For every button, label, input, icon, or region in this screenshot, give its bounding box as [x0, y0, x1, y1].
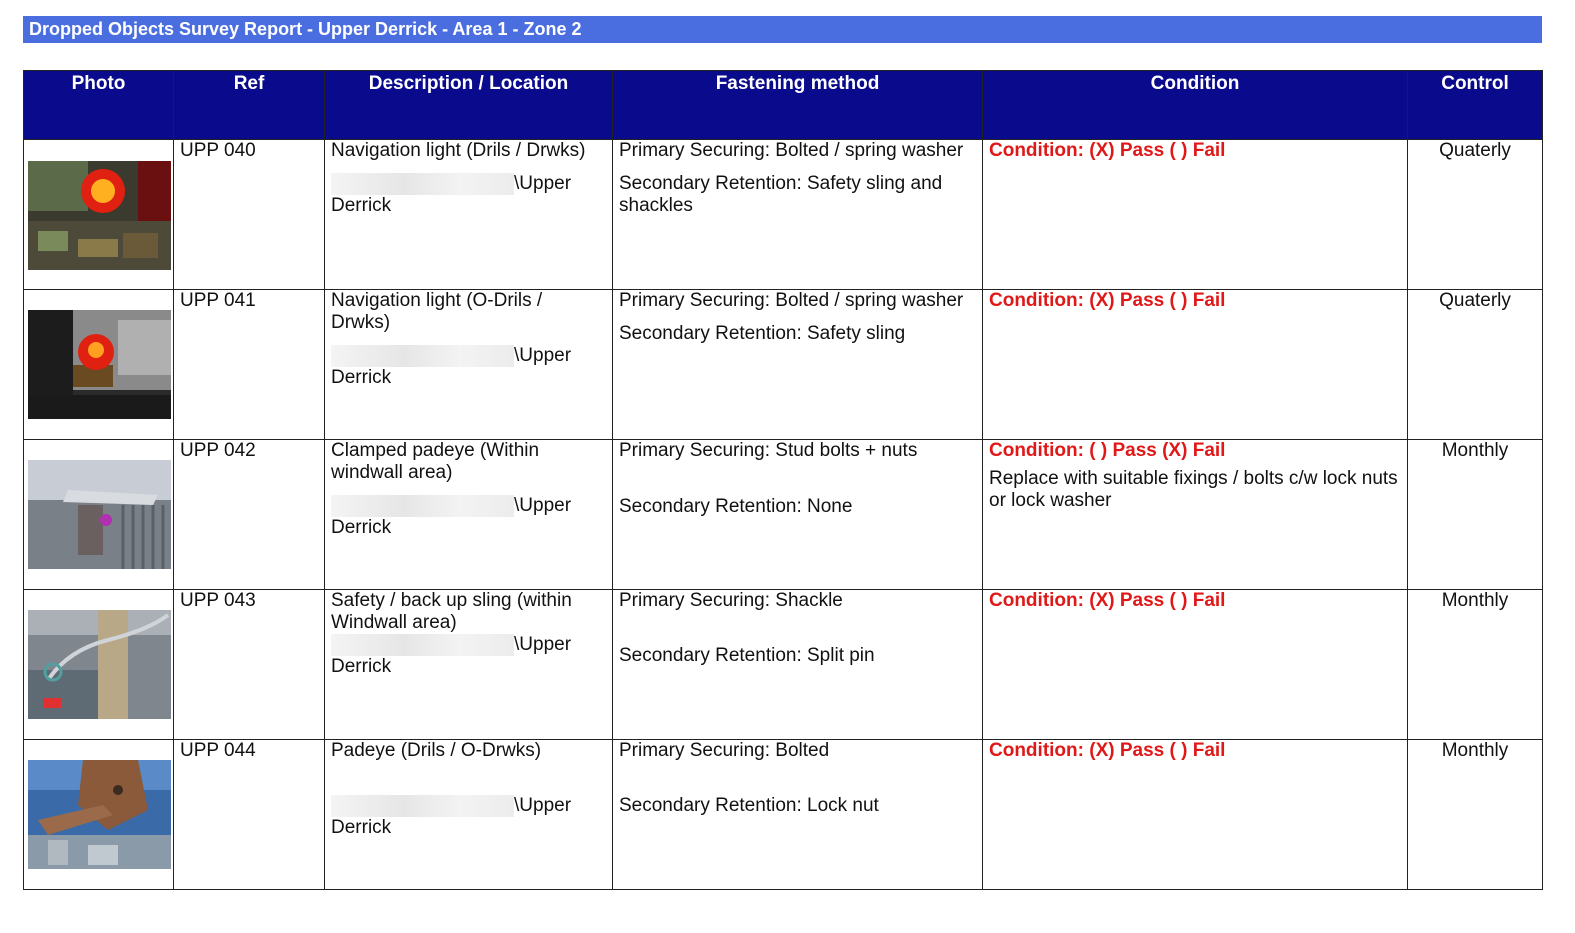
description-text: Navigation light (O-Drils / Drwks): [331, 290, 543, 333]
secondary-retention: Secondary Retention: Split pin: [619, 645, 875, 666]
description-text: Padeye (Drils / O-Drwks): [331, 740, 542, 761]
description-cell: [325, 440, 613, 590]
condition-cell: [983, 590, 1408, 740]
primary-securing: Primary Securing: Bolted: [619, 740, 830, 761]
location-line: [331, 495, 606, 517]
control-cell: Quaterly: [1408, 140, 1543, 290]
column-header-control: Control: [1408, 71, 1543, 140]
description-cell: [325, 140, 613, 290]
location-line: [331, 345, 606, 367]
condition-status: Condition: (X) Pass ( ) Fail: [989, 740, 1226, 761]
redacted-block: [331, 345, 514, 367]
fastening-cell: [613, 740, 983, 890]
secondary-retention: Secondary Retention: Safety sling: [619, 323, 906, 344]
column-header-condition: Condition: [983, 71, 1408, 140]
photo-cell: [24, 440, 174, 590]
primary-securing: Primary Securing: Bolted / spring washer: [619, 290, 964, 311]
ref-cell: UPP 041: [174, 290, 325, 440]
location-line2: Derrick: [331, 656, 392, 678]
condition-cell: [983, 290, 1408, 440]
control-cell: Quaterly: [1408, 290, 1543, 440]
fastening-cell: [613, 290, 983, 440]
control-cell: Monthly: [1408, 590, 1543, 740]
control-cell: Monthly: [1408, 740, 1543, 890]
redacted-block: [331, 495, 514, 517]
location-suffix: \Upper: [514, 173, 572, 195]
column-header-description: Description / Location: [325, 71, 613, 140]
location-line: [331, 173, 606, 195]
condition-status: Condition: (X) Pass ( ) Fail: [989, 290, 1226, 311]
secondary-retention: Secondary Retention: None: [619, 496, 853, 517]
description-text: Clamped padeye (Within windwall area): [331, 440, 540, 483]
condition-cell: [983, 440, 1408, 590]
fastening-cell: [613, 140, 983, 290]
location-suffix: \Upper: [514, 795, 572, 817]
location-line2: Derrick: [331, 367, 392, 389]
secondary-retention: Secondary Retention: Safety sling and shackles: [619, 173, 943, 216]
location-line: [331, 795, 606, 817]
photo-cell: [24, 140, 174, 290]
secondary-retention: Secondary Retention: Lock nut: [619, 795, 879, 816]
padeye-photo: [28, 760, 171, 869]
photo-cell: [24, 290, 174, 440]
ref-cell: UPP 044: [174, 740, 325, 890]
ref-cell: UPP 040: [174, 140, 325, 290]
padeye-photo: [28, 460, 171, 569]
photo-cell: [24, 590, 174, 740]
location-suffix: \Upper: [514, 495, 572, 517]
condition-status: Condition: (X) Pass ( ) Fail: [989, 140, 1226, 161]
primary-securing: Primary Securing: Bolted / spring washer: [619, 140, 964, 161]
redacted-block: [331, 634, 514, 656]
description-cell: [325, 590, 613, 740]
ref-cell: UPP 043: [174, 590, 325, 740]
description-cell: [325, 740, 613, 890]
table-header-row: [24, 71, 1543, 140]
nav-light-photo: [28, 161, 171, 270]
condition-status: Condition: (X) Pass ( ) Fail: [989, 590, 1226, 611]
description-text: Safety / back up sling (within Windwall area): [331, 590, 572, 633]
column-header-photo: Photo: [24, 71, 174, 140]
photo-cell: [24, 740, 174, 890]
report-title: Dropped Objects Survey Report - Upper Derrick - Area 1 - Zone 2: [23, 16, 1542, 43]
redacted-block: [331, 795, 514, 817]
control-cell: Monthly: [1408, 440, 1543, 590]
condition-note: Replace with suitable fixings / bolts c/w lock nuts or lock washer: [989, 468, 1398, 511]
location-line2: Derrick: [331, 817, 392, 839]
description-cell: [325, 290, 613, 440]
location-line2: Derrick: [331, 195, 392, 217]
primary-securing: Primary Securing: Shackle: [619, 590, 843, 611]
redacted-block: [331, 173, 514, 195]
fastening-cell: [613, 590, 983, 740]
ref-cell: UPP 042: [174, 440, 325, 590]
location-line: [331, 634, 606, 656]
table-row: [24, 140, 1543, 290]
column-header-fastening: Fastening method: [613, 71, 983, 140]
table-row: [24, 290, 1543, 440]
condition-status: Condition: ( ) Pass (X) Fail: [989, 440, 1226, 461]
location-line2: Derrick: [331, 517, 392, 539]
table-row: [24, 590, 1543, 740]
primary-securing: Primary Securing: Stud bolts + nuts: [619, 440, 918, 461]
condition-cell: [983, 140, 1408, 290]
nav-light-photo: [28, 310, 171, 419]
location-suffix: \Upper: [514, 634, 572, 656]
survey-table: [23, 70, 1543, 890]
table-row: [24, 740, 1543, 890]
column-header-ref: Ref: [174, 71, 325, 140]
sling-photo: [28, 610, 171, 719]
fastening-cell: [613, 440, 983, 590]
table-row: [24, 440, 1543, 590]
location-suffix: \Upper: [514, 345, 572, 367]
condition-cell: [983, 740, 1408, 890]
description-text: Navigation light (Drils / Drwks): [331, 140, 586, 161]
